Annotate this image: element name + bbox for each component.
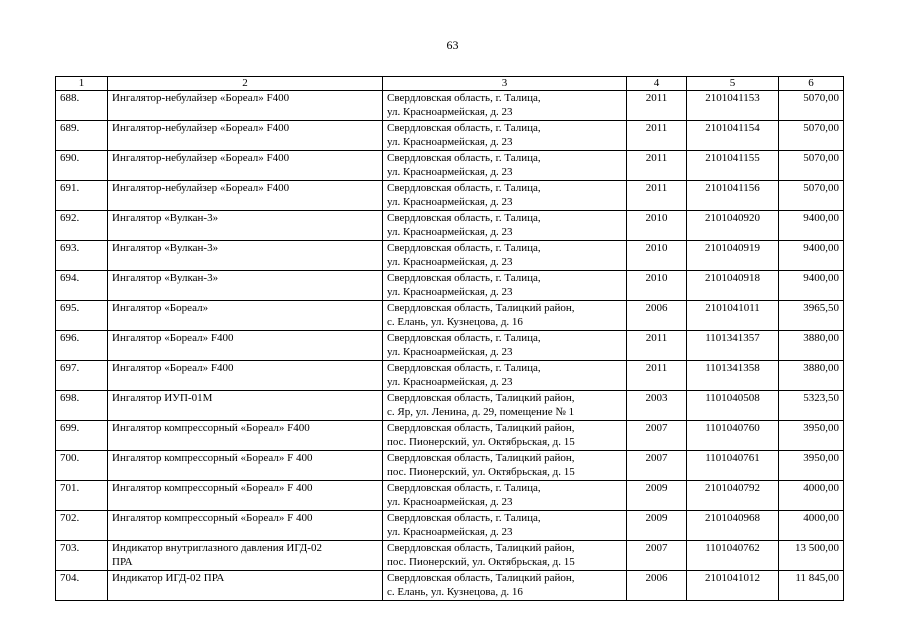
cell-name: [108, 361, 383, 391]
cell-address-text: ул. Красноармейская, д. 23: [387, 526, 513, 538]
cell-number-text: 702.: [60, 512, 80, 524]
cell-year-text: 2007: [645, 452, 668, 464]
cell-address-text: Свердловская область, Талицкий район,: [387, 422, 575, 434]
cell-inventory-number-text: 2101040968: [705, 512, 760, 524]
header-col-4: 4: [627, 77, 687, 91]
cell-inventory-number: [687, 241, 779, 271]
cell-number-text: 698.: [60, 392, 80, 404]
page-number: 63: [446, 38, 459, 52]
cell-inventory-number: [687, 121, 779, 151]
cell-value-text: 11 845,00: [795, 572, 839, 584]
cell-address: [383, 361, 627, 391]
cell-value-text: 3880,00: [803, 332, 839, 344]
cell-name-text: ПРА: [112, 556, 133, 568]
cell-name: [108, 241, 383, 271]
cell-address-text: с. Елань, ул. Кузнецова, д. 16: [387, 316, 523, 328]
cell-address-text: Свердловская область, Талицкий район,: [387, 542, 575, 554]
cell-inventory-number: [687, 271, 779, 301]
cell-address: [383, 571, 627, 601]
cell-year: [627, 241, 687, 271]
cell-address: [383, 241, 627, 271]
cell-year-text: 2011: [645, 362, 668, 374]
cell-name: [108, 211, 383, 241]
cell-number: [56, 151, 108, 181]
cell-inventory-number-text: 2101041011: [705, 302, 760, 314]
cell-value: [779, 271, 844, 301]
cell-inventory-number: [687, 331, 779, 361]
table-row: [56, 571, 844, 601]
table-row: [56, 331, 844, 361]
cell-address-text: ул. Красноармейская, д. 23: [387, 376, 513, 388]
cell-number: [56, 361, 108, 391]
cell-value-text: 9400,00: [803, 242, 839, 254]
cell-value: [779, 301, 844, 331]
cell-value-text: 9400,00: [803, 212, 839, 224]
table-row: [56, 511, 844, 541]
cell-year: [627, 511, 687, 541]
cell-year-text: 2011: [645, 92, 668, 104]
cell-address-text: Свердловская область, г. Талица,: [387, 242, 541, 254]
cell-number-text: 700.: [60, 452, 80, 464]
cell-year-text: 2007: [645, 422, 668, 434]
cell-address-text: с. Елань, ул. Кузнецова, д. 16: [387, 586, 523, 598]
cell-name-text: Ингалятор компрессорный «Бореал» F 400: [112, 512, 313, 524]
cell-name: [108, 541, 383, 571]
cell-value: [779, 151, 844, 181]
cell-value: [779, 91, 844, 121]
cell-name-text: Ингалятор-небулайзер «Бореал» F400: [112, 152, 290, 164]
cell-value: [779, 511, 844, 541]
cell-address-text: ул. Красноармейская, д. 23: [387, 166, 513, 178]
cell-address-text: с. Яр, ул. Ленина, д. 29, помещение № 1: [387, 406, 575, 418]
cell-number: [56, 91, 108, 121]
cell-inventory-number-text: 2101041155: [705, 152, 760, 164]
table-row: [56, 421, 844, 451]
header-col-5: 5: [687, 77, 779, 91]
cell-address-text: ул. Красноармейская, д. 23: [387, 196, 513, 208]
cell-year: [627, 481, 687, 511]
cell-number: [56, 541, 108, 571]
cell-address-text: пос. Пионерский, ул. Октябрьская, д. 15: [387, 556, 575, 568]
cell-year-text: 2006: [645, 302, 668, 314]
cell-number: [56, 451, 108, 481]
cell-number-text: 704.: [60, 572, 80, 584]
cell-name-text: Ингалятор компрессорный «Бореал» F 400: [112, 482, 313, 494]
cell-address-text: ул. Красноармейская, д. 23: [387, 106, 513, 118]
table-row: [56, 391, 844, 421]
cell-year: [627, 301, 687, 331]
cell-inventory-number: [687, 301, 779, 331]
cell-number-text: 695.: [60, 302, 80, 314]
cell-address-text: ул. Красноармейская, д. 23: [387, 496, 513, 508]
cell-address-text: Свердловская область, Талицкий район,: [387, 572, 575, 584]
cell-inventory-number-text: 1101341357: [705, 332, 760, 344]
cell-name: [108, 421, 383, 451]
cell-name-text: Ингалятор-небулайзер «Бореал» F400: [112, 92, 290, 104]
header-col-2: 2: [108, 77, 383, 91]
cell-value: [779, 181, 844, 211]
cell-value-text: 4000,00: [803, 512, 839, 524]
cell-inventory-number-text: 1101341358: [705, 362, 760, 374]
cell-inventory-number-text: 1101040761: [705, 452, 760, 464]
registry-table: [55, 76, 844, 601]
cell-number: [56, 241, 108, 271]
table-header-row: [56, 77, 844, 91]
cell-year: [627, 211, 687, 241]
cell-number: [56, 121, 108, 151]
cell-value-text: 3950,00: [803, 422, 839, 434]
cell-name-text: Ингалятор компрессорный «Бореал» F 400: [112, 452, 313, 464]
cell-year: [627, 361, 687, 391]
cell-inventory-number-text: 2101040919: [705, 242, 760, 254]
cell-value-text: 3950,00: [803, 452, 839, 464]
cell-name: [108, 151, 383, 181]
cell-name-text: Ингалятор-небулайзер «Бореал» F400: [112, 182, 290, 194]
cell-inventory-number: [687, 541, 779, 571]
cell-value-text: 3880,00: [803, 362, 839, 374]
cell-value: [779, 211, 844, 241]
table-row: [56, 451, 844, 481]
cell-address-text: ул. Красноармейская, д. 23: [387, 226, 513, 238]
cell-inventory-number: [687, 511, 779, 541]
cell-name: [108, 301, 383, 331]
cell-number-text: 697.: [60, 362, 80, 374]
cell-address: [383, 91, 627, 121]
cell-value: [779, 571, 844, 601]
table-row: [56, 91, 844, 121]
cell-number: [56, 481, 108, 511]
cell-year-text: 2010: [645, 242, 668, 254]
cell-year-text: 2011: [645, 152, 668, 164]
cell-name-text: Ингалятор «Бореал»: [112, 302, 209, 314]
cell-inventory-number: [687, 211, 779, 241]
cell-year-text: 2010: [645, 212, 668, 224]
cell-address: [383, 151, 627, 181]
cell-value-text: 5070,00: [803, 92, 839, 104]
cell-number-text: 696.: [60, 332, 80, 344]
cell-name: [108, 391, 383, 421]
cell-name: [108, 451, 383, 481]
cell-name-text: Ингалятор «Вулкан-3»: [112, 242, 219, 254]
table-row: [56, 361, 844, 391]
cell-value-text: 4000,00: [803, 482, 839, 494]
cell-year: [627, 271, 687, 301]
cell-year: [627, 121, 687, 151]
cell-address-text: Свердловская область, Талицкий район,: [387, 452, 575, 464]
cell-inventory-number-text: 2101041154: [705, 122, 760, 134]
cell-inventory-number-text: 2101040918: [705, 272, 760, 284]
cell-number: [56, 211, 108, 241]
cell-year-text: 2009: [645, 512, 668, 524]
cell-number: [56, 571, 108, 601]
cell-number-text: 703.: [60, 542, 80, 554]
cell-inventory-number: [687, 151, 779, 181]
cell-year-text: 2009: [645, 482, 668, 494]
table-row: [56, 211, 844, 241]
cell-year: [627, 151, 687, 181]
cell-address-text: Свердловская область, г. Талица,: [387, 362, 541, 374]
cell-address: [383, 181, 627, 211]
cell-value-text: 5323,50: [803, 392, 839, 404]
cell-address-text: Свердловская область, г. Талица,: [387, 122, 541, 134]
cell-address: [383, 421, 627, 451]
cell-value: [779, 361, 844, 391]
cell-value: [779, 121, 844, 151]
cell-inventory-number: [687, 421, 779, 451]
cell-number: [56, 391, 108, 421]
cell-name-text: Ингалятор «Вулкан-3»: [112, 272, 219, 284]
cell-address: [383, 541, 627, 571]
header-col-1: 1: [56, 77, 108, 91]
cell-year: [627, 391, 687, 421]
cell-inventory-number-text: 2101041012: [705, 572, 760, 584]
cell-inventory-number-text: 2101041156: [705, 182, 760, 194]
cell-address-text: ул. Красноармейская, д. 23: [387, 136, 513, 148]
cell-number-text: 692.: [60, 212, 80, 224]
cell-address-text: Свердловская область, Талицкий район,: [387, 392, 575, 404]
cell-name-text: Ингалятор «Вулкан-3»: [112, 212, 219, 224]
cell-number: [56, 421, 108, 451]
cell-inventory-number: [687, 181, 779, 211]
cell-name: [108, 271, 383, 301]
cell-address: [383, 211, 627, 241]
cell-inventory-number-text: 1101040760: [705, 422, 760, 434]
cell-year-text: 2011: [645, 182, 668, 194]
cell-value-text: 9400,00: [803, 272, 839, 284]
cell-address-text: Свердловская область, г. Талица,: [387, 212, 541, 224]
cell-year: [627, 541, 687, 571]
cell-address-text: Свердловская область, г. Талица,: [387, 272, 541, 284]
cell-inventory-number: [687, 571, 779, 601]
cell-year: [627, 331, 687, 361]
cell-year-text: 2003: [645, 392, 668, 404]
cell-year: [627, 181, 687, 211]
cell-number-text: 693.: [60, 242, 80, 254]
cell-value-text: 5070,00: [803, 152, 839, 164]
cell-name-text: Индикатор внутриглазного давления ИГД-02: [112, 542, 322, 554]
cell-address: [383, 451, 627, 481]
table-row: [56, 121, 844, 151]
cell-name: [108, 481, 383, 511]
cell-inventory-number-text: 2101040792: [705, 482, 760, 494]
cell-address-text: Свердловская область, г. Талица,: [387, 152, 541, 164]
cell-value-text: 5070,00: [803, 182, 839, 194]
table-row: [56, 181, 844, 211]
cell-value: [779, 481, 844, 511]
cell-name: [108, 511, 383, 541]
cell-number: [56, 301, 108, 331]
cell-number-text: 688.: [60, 92, 80, 104]
table-row: [56, 541, 844, 571]
cell-number: [56, 181, 108, 211]
cell-number-text: 699.: [60, 422, 80, 434]
cell-year: [627, 571, 687, 601]
cell-value: [779, 241, 844, 271]
cell-address-text: ул. Красноармейская, д. 23: [387, 286, 513, 298]
cell-inventory-number-text: 1101040508: [705, 392, 760, 404]
cell-address-text: Свердловская область, г. Талица,: [387, 182, 541, 194]
cell-value: [779, 391, 844, 421]
cell-value: [779, 421, 844, 451]
cell-address-text: ул. Красноармейская, д. 23: [387, 256, 513, 268]
cell-inventory-number: [687, 481, 779, 511]
cell-name-text: Индикатор ИГД-02 ПРА: [112, 572, 225, 584]
cell-year: [627, 421, 687, 451]
cell-number-text: 701.: [60, 482, 80, 494]
table-row: [56, 241, 844, 271]
cell-number: [56, 511, 108, 541]
table-row: [56, 481, 844, 511]
cell-address: [383, 391, 627, 421]
cell-address: [383, 331, 627, 361]
cell-year-text: 2010: [645, 272, 668, 284]
table-row: [56, 271, 844, 301]
cell-name: [108, 571, 383, 601]
cell-inventory-number: [687, 91, 779, 121]
cell-year-text: 2007: [645, 542, 668, 554]
cell-inventory-number: [687, 451, 779, 481]
cell-address: [383, 271, 627, 301]
cell-number: [56, 331, 108, 361]
cell-number-text: 694.: [60, 272, 80, 284]
cell-name-text: Ингалятор ИУП-01М: [112, 392, 213, 404]
cell-value: [779, 541, 844, 571]
cell-address: [383, 121, 627, 151]
cell-value: [779, 451, 844, 481]
cell-address-text: Свердловская область, г. Талица,: [387, 92, 541, 104]
cell-address-text: Свердловская область, Талицкий район,: [387, 302, 575, 314]
cell-inventory-number-text: 1101040762: [705, 542, 760, 554]
cell-name-text: Ингалятор «Бореал» F400: [112, 332, 234, 344]
cell-number-text: 689.: [60, 122, 80, 134]
cell-address-text: Свердловская область, г. Талица,: [387, 332, 541, 344]
cell-year: [627, 91, 687, 121]
cell-number-text: 690.: [60, 152, 80, 164]
cell-address-text: Свердловская область, г. Талица,: [387, 512, 541, 524]
cell-name: [108, 181, 383, 211]
header-col-3: 3: [383, 77, 627, 91]
header-col-6: 6: [779, 77, 844, 91]
cell-year: [627, 451, 687, 481]
cell-value: [779, 331, 844, 361]
table-row: [56, 151, 844, 181]
cell-year-text: 2011: [645, 122, 668, 134]
cell-name-text: Ингалятор-небулайзер «Бореал» F400: [112, 122, 290, 134]
cell-address-text: пос. Пионерский, ул. Октябрьская, д. 15: [387, 466, 575, 478]
cell-inventory-number-text: 2101041153: [705, 92, 760, 104]
cell-address: [383, 481, 627, 511]
cell-year-text: 2006: [645, 572, 668, 584]
cell-address: [383, 301, 627, 331]
cell-name: [108, 331, 383, 361]
cell-name-text: Ингалятор «Бореал» F400: [112, 362, 234, 374]
cell-number-text: 691.: [60, 182, 80, 194]
cell-inventory-number-text: 2101040920: [705, 212, 760, 224]
cell-value-text: 13 500,00: [795, 542, 839, 554]
cell-inventory-number: [687, 361, 779, 391]
cell-address: [383, 511, 627, 541]
cell-address-text: Свердловская область, г. Талица,: [387, 482, 541, 494]
cell-name: [108, 121, 383, 151]
cell-address-text: ул. Красноармейская, д. 23: [387, 346, 513, 358]
cell-year-text: 2011: [645, 332, 668, 344]
cell-name: [108, 91, 383, 121]
cell-value-text: 5070,00: [803, 122, 839, 134]
cell-value-text: 3965,50: [803, 302, 839, 314]
table-row: [56, 301, 844, 331]
cell-name-text: Ингалятор компрессорный «Бореал» F400: [112, 422, 310, 434]
cell-address-text: пос. Пионерский, ул. Октябрьская, д. 15: [387, 436, 575, 448]
cell-inventory-number: [687, 391, 779, 421]
cell-number: [56, 271, 108, 301]
